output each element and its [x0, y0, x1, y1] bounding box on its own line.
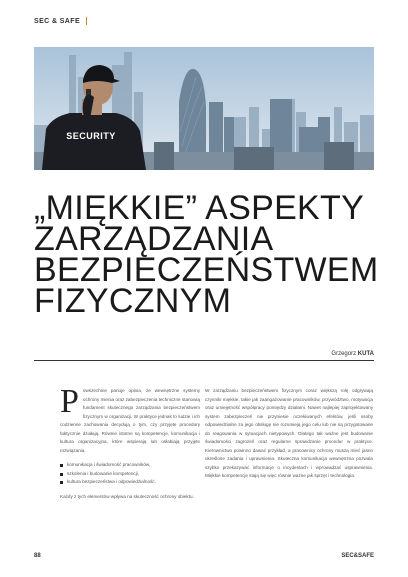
- section-label: SEC & SAFE: [34, 17, 81, 25]
- drop-cap: P: [60, 383, 79, 420]
- hero-image: [34, 47, 374, 170]
- section-accent-bar: [86, 17, 87, 25]
- security-shirt-text: SECURITY: [66, 131, 116, 141]
- title-line-1: „MIĘKKIE” ASPEKTY: [34, 189, 365, 227]
- body-column-right: [205, 387, 373, 487]
- hero-illustration: [34, 47, 374, 170]
- body-column-left: [60, 383, 200, 507]
- page-number: 88: [34, 553, 41, 559]
- intro-paragraph: [60, 383, 200, 455]
- title-line-2: ZARZĄDZANIA: [34, 220, 274, 258]
- title-line-4: FIZYCZNYM: [34, 282, 232, 320]
- section-tag: [34, 17, 87, 25]
- outro-paragraph: Każdy z tych elementów wpływa na skuteczność ochrony obiektu.: [60, 493, 194, 499]
- bullet-item: szkolenia i budowanie kompetencji,: [60, 470, 200, 479]
- author-byline: [331, 351, 374, 357]
- bullet-list: [60, 461, 200, 487]
- right-paragraph: W zarządzaniu bezpieczeństwem fizycznym coraz większą rolę odgrywają czynniki miękkie, takie jak zaangażowanie pracowników, przywództwo, motywacja oraz umiejętność współpracy pomiędzy działami. Nawet najlepiej zaprojektowany system zabezpieczeń nie przyniesie oczekiwanych efektów, jeśli osoby odpowiedzialne za jego obsługę nie rozumieją jego celu lub nie są przygotowane do reagowania w sytuacjach nietypowych. Dlatego tak ważne jest budowanie świadomości zagrożeń oraz regularne sprawdzanie procedur w praktyce. Kierownictwo powinno dawać przykład, a pracownicy ochrony muszą mieć jasno określone zadania i uprawnienia. Skuteczna komunikacja wewnętrzna pozwala szybko przekazywać informacje o incydentach i wprowadzać usprawnienia. Miękkie kompetencje stają się więc równie ważne jak sprzęt i technologia.: [205, 388, 373, 478]
- author-last-name: KUTA: [357, 351, 374, 357]
- intro-text: owszechnie panuje opinia, że wewnętrzne systemy ochrony mienia oraz zabezpieczenia techniczne stanowią fundament skutecznego zarządzania bezpieczeństwem fizycznym w organizacji. W praktyce jednak to ludzie i ich codzienne zachowania decydują o tym, czy przyjęte procedury faktycznie działają. Równie istotne są kompetencje, komunikacja i kultura organizacyjna, które wspierają lub osłabiają przyjęte rozwiązania.: [60, 388, 200, 453]
- bullet-item: komunikacja i świadomość pracowników,: [60, 461, 200, 470]
- footer-magazine-tag: SEC&SAFE: [341, 553, 374, 559]
- bullet-item: kultura bezpieczeństwa i odpowiedzialność.: [60, 478, 200, 487]
- title-divider: [34, 360, 374, 361]
- article-title: [34, 189, 384, 320]
- title-line-3: BEZPIECZEŃSTWEM: [34, 251, 379, 289]
- author-first-name: Grzegorz: [331, 351, 357, 357]
